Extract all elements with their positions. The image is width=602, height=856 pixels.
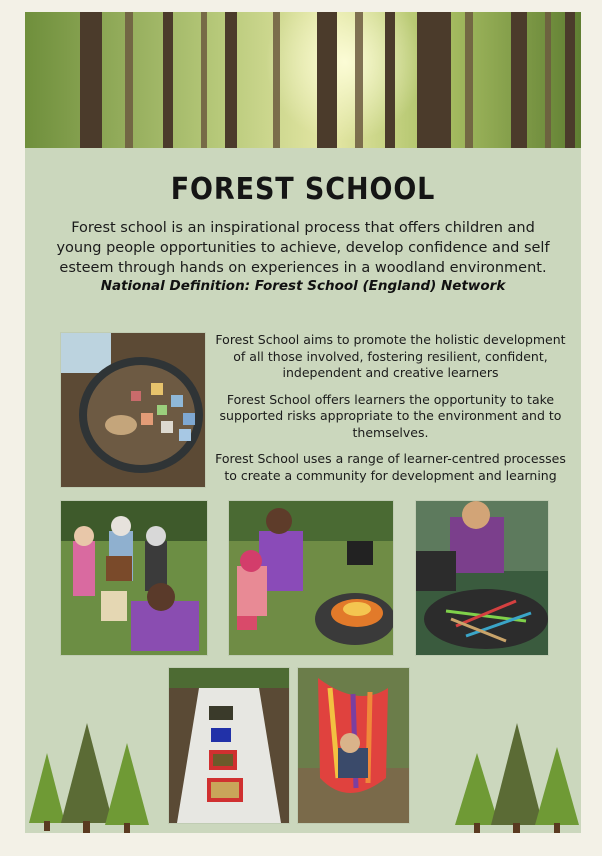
aims-paragraph-3: Forest School uses a range of learner-centred processes to create a community for development and learning [215,451,566,483]
photo-child-sorting-sticks [415,500,549,656]
photo-fire-pit [228,500,394,656]
aims-text-block [213,332,568,494]
aims-paragraph-1: Forest School aims to promote the holistic development of all those involved, fostering resilient, confident, independent and creative learners [215,332,566,380]
poster-page [25,12,581,833]
forest-banner-image [25,12,581,148]
pine-trees-left-decoration [25,713,155,833]
photo-child-in-hammock [297,667,410,824]
definition-text: National Definition: Forest School (England) Network [100,278,506,294]
pine-trees-right-decoration [451,713,581,833]
page-title: FOREST SCHOOL [170,172,436,207]
photo-children-with-toys [60,500,208,656]
photo-tray-blocks [60,332,206,488]
photo-trays-on-path [168,667,290,824]
aims-paragraph-2: Forest School offers learners the opportunity to take supported risks appropriate to the environment and to themselves. [219,391,562,440]
intro-text: Forest school is an inspirational process that offers children and young people opportunities to achieve, develop confidence and self esteem through hands on experiences in a woodland environment. [56,220,550,276]
